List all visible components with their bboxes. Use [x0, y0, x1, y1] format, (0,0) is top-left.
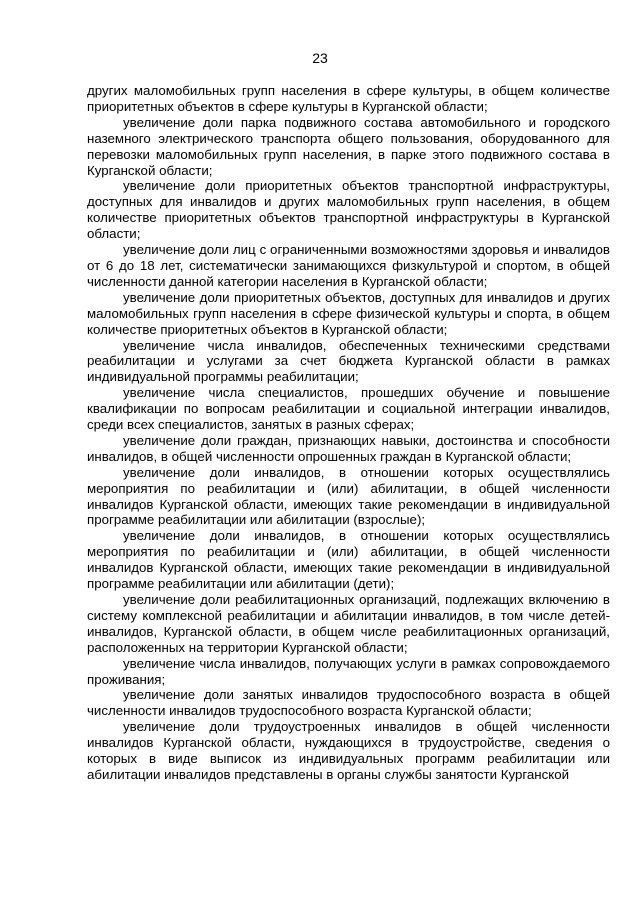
- page-number: 23: [312, 50, 328, 66]
- paragraph: увеличение доли трудоустроенных инвалидов в общей численности инвалидов Курганской области, нуждающихся в трудоустройстве, сведения о которых в виде выписок из индивидуальных программ реабилитации или абилитации инвалидов представлены в органы службы занятости Курганской: [87, 719, 610, 782]
- paragraph: увеличение доли лиц с ограниченными возможностями здоровья и инвалидов от 6 до 18 лет, систематически занимающихся физкультурой и спортом, в общей численности данной категории населения в Курганской области;: [87, 242, 610, 289]
- paragraph: увеличение доли приоритетных объектов транспортной инфраструктуры, доступных для инвалидов и других маломобильных групп населения, в общем количестве приоритетных объектов транспортной инфраструктуры в Курганской области;: [87, 178, 610, 242]
- paragraph: увеличение числа инвалидов, получающих услуги в рамках сопровождаемого проживания;: [87, 655, 610, 687]
- paragraph: увеличение числа специалистов, прошедших обучение и повышение квалификации по вопросам реабилитации и социальной интеграции инвалидов, среди всех специалистов, занятых в разных сферах;: [87, 385, 610, 433]
- paragraph: увеличение доли граждан, признающих навыки, достоинства и способности инвалидов, в общей численности опрошенных граждан в Курганской области;: [87, 432, 610, 464]
- paragraph: увеличение доли занятых инвалидов трудоспособного возраста в общей численности инвалидов трудоспособного возраста Курганской области;: [87, 687, 610, 719]
- paragraph: увеличение доли приоритетных объектов, доступных для инвалидов и других маломобильных групп населения в сфере физической культуры и спорта, в общем количестве приоритетных объектов в Курганской области;: [87, 289, 610, 337]
- document-body: [87, 83, 610, 783]
- paragraph-continuation: других маломобильных групп населения в сфере культуры, в общем количестве приоритетных объектов в сфере культуры в Курганской области;: [87, 83, 610, 114]
- paragraph: увеличение доли инвалидов, в отношении которых осуществлялись мероприятия по реабилитации и (или) абилитации, в общей численности инвалидов Курганской области, имеющих такие рекомендации в индивидуальной программе реабилитации или абилитации (взрослые);: [87, 464, 610, 528]
- paragraph: увеличение доли парка подвижного состава автомобильного и городского наземного электрического транспорта общего пользования, оборудованного для перевозки маломобильных групп населения, в парке этого подвижного состава в Курганской области;: [87, 114, 610, 178]
- paragraph: увеличение числа инвалидов, обеспеченных техническими средствами реабилитации и услугами за счет бюджета Курганской области в рамках индивидуальной программы реабилитации;: [87, 337, 610, 385]
- paragraph: увеличение доли реабилитационных организаций, подлежащих включению в систему комплексной реабилитации и абилитации инвалидов, в том числе детей-инвалидов, Курганской области, в общем числе реабилитационных организаций, расположенных на территории Курганской области;: [87, 592, 610, 655]
- paragraph: увеличение доли инвалидов, в отношении которых осуществлялись мероприятия по реабилитации и (или) абилитации, в общей численности инвалидов Курганской области, имеющих такие рекомендации в индивидуальной программе реабилитации или абилитации (дети);: [87, 528, 610, 592]
